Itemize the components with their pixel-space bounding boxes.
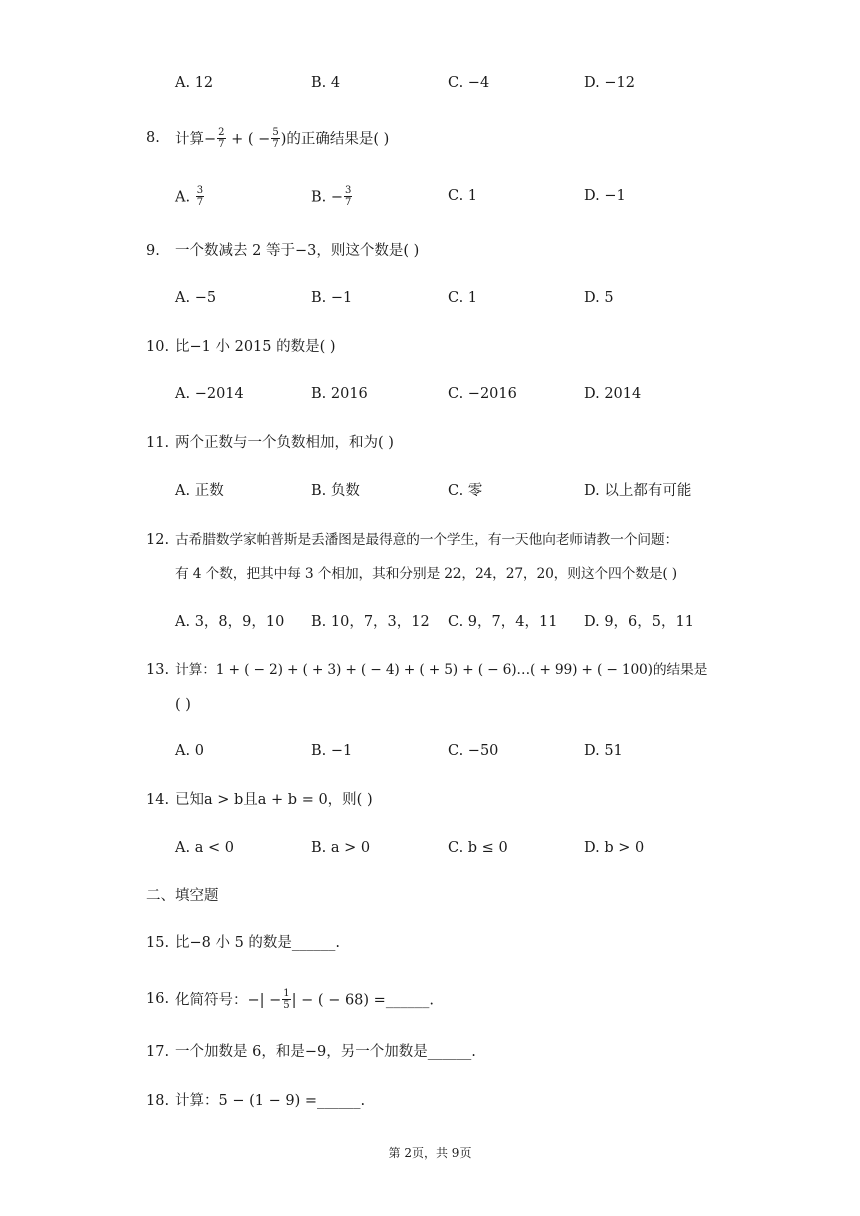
question-number: 10.	[146, 339, 170, 355]
option-d: D. b > 0	[584, 840, 645, 856]
option-c: C. 1	[448, 188, 478, 204]
fraction	[344, 185, 352, 208]
numerator: 3	[345, 185, 352, 196]
option-b: B. −1	[311, 743, 353, 759]
option-b: B. 负数	[311, 483, 360, 499]
question-text-line-2: 有 4 个数，把其中每 3 个相加，其和分别是 22，24，27，20，则这个四个数是( )	[175, 566, 677, 582]
option-c: C. b ≤ 0	[448, 840, 508, 856]
question-text: 两个正数与一个负数相加，和为( )	[175, 435, 394, 451]
option-d: D. 2014	[584, 386, 642, 402]
denominator: 7	[272, 139, 279, 150]
question-number: 9.	[146, 243, 160, 259]
text-part: 计算−	[175, 131, 217, 148]
option-b	[311, 186, 353, 209]
option-label: B. −	[311, 189, 344, 206]
question-number: 8.	[146, 130, 160, 146]
option-c: C. −2016	[448, 386, 517, 402]
option-a: A. −5	[175, 290, 217, 306]
option-c: C. 1	[448, 290, 478, 306]
option-b: B. −1	[311, 290, 353, 306]
question-number: 17.	[146, 1044, 170, 1060]
option-a: A. −2014	[175, 386, 244, 402]
option-a: A. 3，8，9，10	[175, 614, 285, 630]
fraction	[282, 988, 290, 1011]
text-part: | − ( − 68) =______.	[291, 992, 434, 1009]
section-heading: 二、填空题	[146, 888, 219, 904]
option-c: C. 9，7，4，11	[448, 614, 558, 630]
denominator: 7	[218, 139, 225, 150]
denominator: 7	[196, 197, 204, 208]
text-part: 化简符号：−| −	[175, 992, 282, 1009]
question-number: 15.	[146, 935, 170, 951]
question-text: 一个加数是 6，和是−9，另一个加数是______.	[175, 1044, 476, 1060]
question-number: 18.	[146, 1093, 170, 1109]
option-b: B. 4	[311, 75, 341, 91]
numerator: 1	[283, 988, 290, 999]
question-number: 13.	[146, 662, 170, 678]
option-c: C. 零	[448, 483, 483, 499]
option-d: D. 以上都有可能	[584, 483, 692, 499]
question-text: 一个数减去 2 等于−3，则这个数是( )	[175, 243, 420, 259]
denominator: 7	[345, 197, 352, 208]
option-c: C. −50	[448, 743, 499, 759]
option-b: B. 2016	[311, 386, 368, 402]
numerator: 3	[196, 185, 204, 196]
question-text	[175, 128, 389, 151]
option-d: D. 9，6，5，11	[584, 614, 694, 630]
question-text: 比−1 小 2015 的数是( )	[175, 339, 336, 355]
option-a: A. a < 0	[175, 840, 234, 856]
option-c: C. −4	[448, 75, 490, 91]
question-number: 11.	[146, 435, 170, 451]
text-part: + ( −	[226, 131, 271, 148]
option-b: B. a > 0	[311, 840, 371, 856]
question-text: 比−8 小 5 的数是______.	[175, 935, 341, 951]
option-label: A.	[175, 189, 195, 206]
option-d: D. 5	[584, 290, 614, 306]
option-d: D. −1	[584, 188, 626, 204]
option-a: A. 0	[175, 743, 204, 759]
option-d: D. 51	[584, 743, 623, 759]
question-number: 14.	[146, 792, 170, 808]
question-text: 计算：5 − (1 − 9) =______.	[175, 1093, 366, 1109]
fraction	[196, 185, 204, 208]
text-part: )的正确结果是( )	[280, 131, 390, 148]
question-text-line-1: 计算：1 + ( − 2) + ( + 3) + ( − 4) + ( + 5) + ( − 6)…( + 99) + ( − 100)的结果是	[175, 662, 708, 678]
option-a: A. 正数	[175, 483, 224, 499]
fraction	[271, 127, 279, 150]
option-b: B. 10，7，3，12	[311, 614, 430, 630]
question-text: 已知a > b且a + b = 0，则( )	[175, 792, 373, 808]
denominator: 5	[283, 1000, 290, 1011]
question-number: 12.	[146, 532, 170, 548]
question-text-line-2: ( )	[175, 697, 191, 713]
option-a: A. 12	[175, 75, 214, 91]
question-text	[175, 989, 434, 1012]
question-number: 16.	[146, 991, 170, 1007]
page-footer: 第 2页，共 9页	[388, 1146, 472, 1160]
fraction	[217, 127, 225, 150]
question-text-line-1: 古希腊数学家帕普斯是丢潘图是最得意的一个学生，有一天他向老师请教一个问题：	[175, 532, 679, 548]
numerator: 5	[272, 127, 279, 138]
option-d: D. −12	[584, 75, 635, 91]
numerator: 2	[218, 127, 225, 138]
option-a	[175, 186, 205, 209]
